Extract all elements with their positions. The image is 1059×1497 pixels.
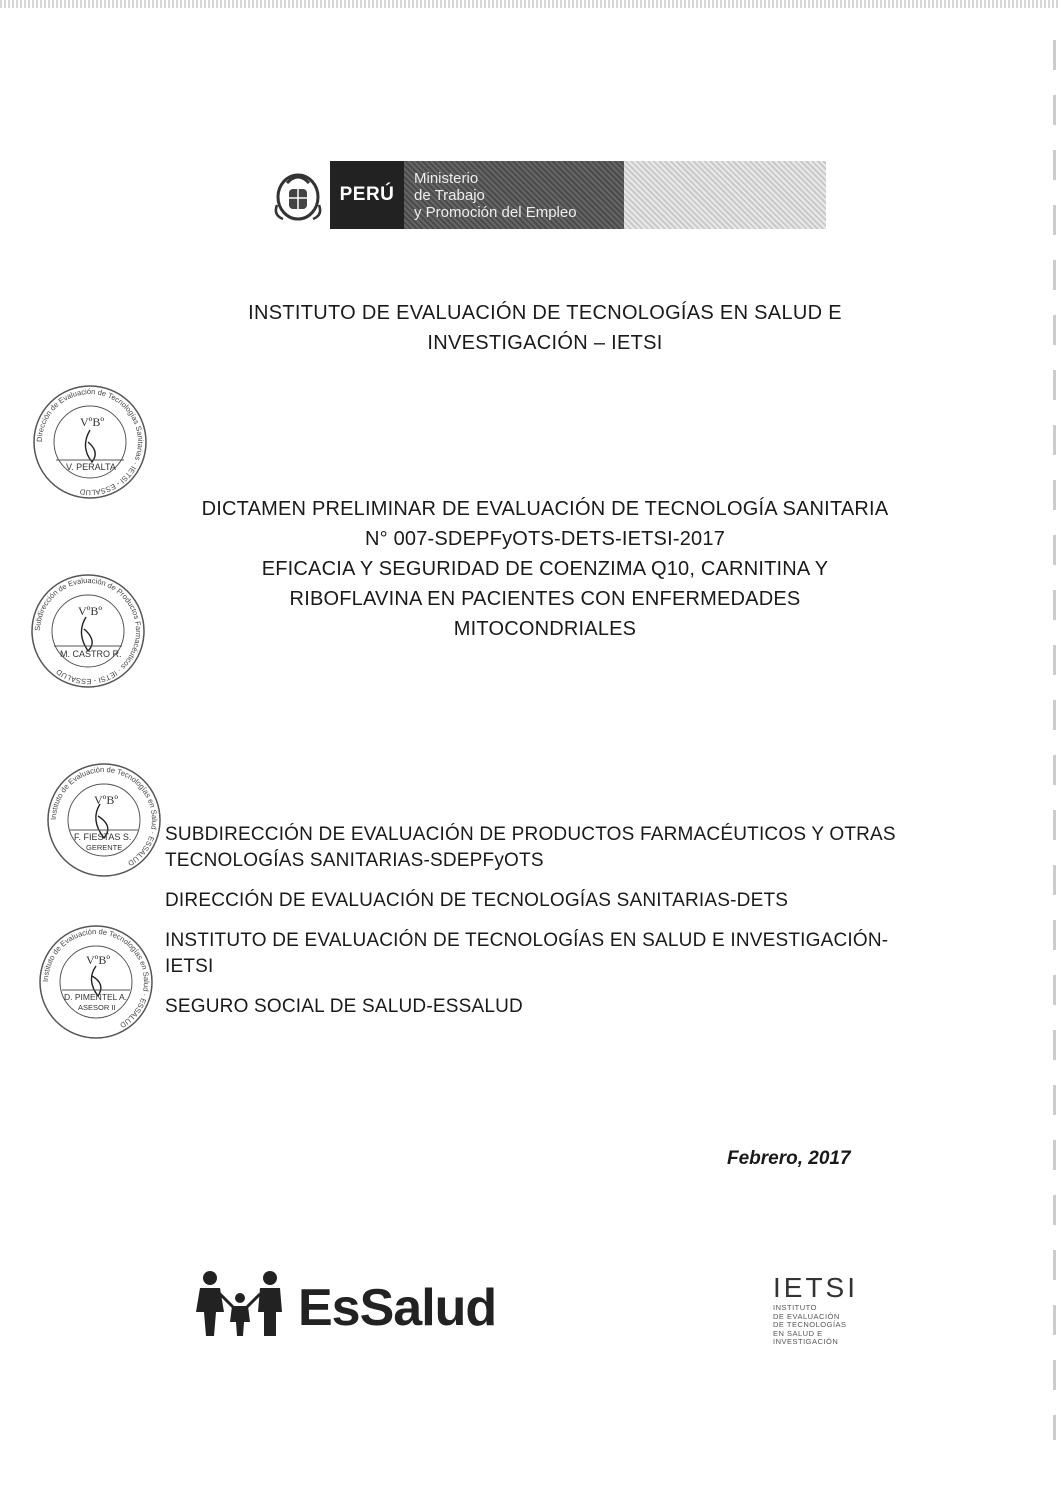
government-header: [266, 160, 826, 230]
unit-line: IETSI: [165, 956, 214, 977]
approval-stamp: [44, 760, 164, 885]
unit-line: SEGURO SOCIAL DE SALUD-ESSALUD: [165, 996, 523, 1017]
ietsi-logo: [773, 1272, 883, 1347]
unit-line: INSTITUTO DE EVALUACIÓN DE TECNOLOGÍAS EN SALUD E INVESTIGACIÓN-: [165, 930, 889, 951]
scan-right-edge: [1053, 40, 1056, 1440]
family-figures-icon: [188, 1268, 298, 1338]
peru-label: PERÚ: [330, 161, 404, 229]
stamp-ring-text: Subdirección de Evaluación de Productos Farmacéuticos · IETSI - ESSALUD: [32, 575, 144, 687]
title-line: DICTAMEN PRELIMINAR DE EVALUACIÓN DE TECNOLOGÍA SANITARIA: [201, 498, 889, 520]
ietsi-desc-line: DE TECNOLOGÍAS: [773, 1320, 847, 1329]
stamp-ring-text: Instituto de Evaluación de Tecnologías en Salud · ESSALUD: [40, 926, 152, 1030]
ietsi-desc-line: INSTITUTO: [773, 1303, 817, 1312]
stamp-ring-text: Dirección de Evaluación de Tecnologías Sanitarias · IETSI - ESSALUD: [34, 386, 146, 498]
ietsi-wordmark: IETSI: [773, 1272, 859, 1303]
document-title: [170, 494, 920, 644]
ministry-line: de Trabajo: [414, 186, 485, 204]
unit-line: TECNOLOGÍAS SANITARIAS-SDEPFyOTS: [165, 850, 544, 871]
ministry-label: [404, 161, 624, 229]
essalud-logo: [188, 1268, 496, 1338]
stamp-role: GERENTE: [86, 843, 123, 852]
approval-stamp: [28, 571, 148, 696]
heading-line: INSTITUTO DE EVALUACIÓN DE TECNOLOGÍAS EN SALUD E: [248, 302, 842, 324]
svg-text:Subdirección de Evaluación de: [33, 576, 143, 686]
ietsi-desc-line: EN SALUD E: [773, 1328, 823, 1338]
ministry-line: y Promoción del Empleo: [414, 203, 577, 221]
stamp-ring-text: Instituto de Evaluación de Tecnologías en Salud · ESSALUD: [48, 764, 160, 868]
scan-top-edge: [0, 0, 1059, 8]
approval-stamp: [36, 922, 156, 1047]
document-date: Febrero, 2017: [727, 1148, 851, 1169]
stamp-name: D. PIMENTEL A.: [64, 992, 127, 1002]
title-line: RIBOFLAVINA EN PACIENTES CON ENFERMEDADES: [289, 588, 801, 610]
title-line: N° 007-SDEPFyOTS-DETS-IETSI-2017: [364, 528, 726, 550]
essalud-wordmark: EsSalud: [298, 1279, 497, 1337]
heading-line: INVESTIGACIÓN – IETSI: [427, 332, 663, 354]
stamp-vb: VºBº: [78, 604, 103, 618]
stamp-vb: VºBº: [86, 953, 111, 967]
ietsi-desc-line: INVESTIGACIÓN: [773, 1337, 839, 1346]
stamp-name: V. PERALTA: [66, 462, 116, 472]
stamp-role: ASESOR II: [78, 1003, 116, 1012]
ministry-line: Ministerio: [414, 169, 479, 187]
header-grey-block: [624, 161, 826, 229]
ietsi-desc-line: DE EVALUACIÓN: [773, 1311, 840, 1321]
title-line: EFICACIA Y SEGURIDAD DE COENZIMA Q10, CARNITINA Y: [261, 558, 829, 580]
unit-line: SUBDIRECCIÓN DE EVALUACIÓN DE PRODUCTOS FARMACÉUTICOS Y OTRAS: [165, 824, 896, 845]
stamp-vb: VºBº: [94, 793, 119, 807]
stamp-name: M. CASTRO R.: [60, 649, 122, 659]
title-line: MITOCONDRIALES: [453, 618, 637, 640]
unit-line: DIRECCIÓN DE EVALUACIÓN DE TECNOLOGÍAS SANITARIAS-DETS: [165, 890, 789, 911]
svg-text:Instituto de Evaluación de Tec: [49, 765, 159, 868]
institute-heading: [180, 298, 910, 358]
ietsi-description: [773, 1304, 883, 1347]
approval-stamp: [30, 382, 150, 507]
svg-text:Dirección de Evaluación de Tec: [35, 387, 145, 497]
stamp-vb: VºBº: [80, 415, 105, 429]
coat-of-arms-icon: [266, 163, 330, 227]
stamp-name: F. FIESTAS S.: [74, 832, 132, 842]
